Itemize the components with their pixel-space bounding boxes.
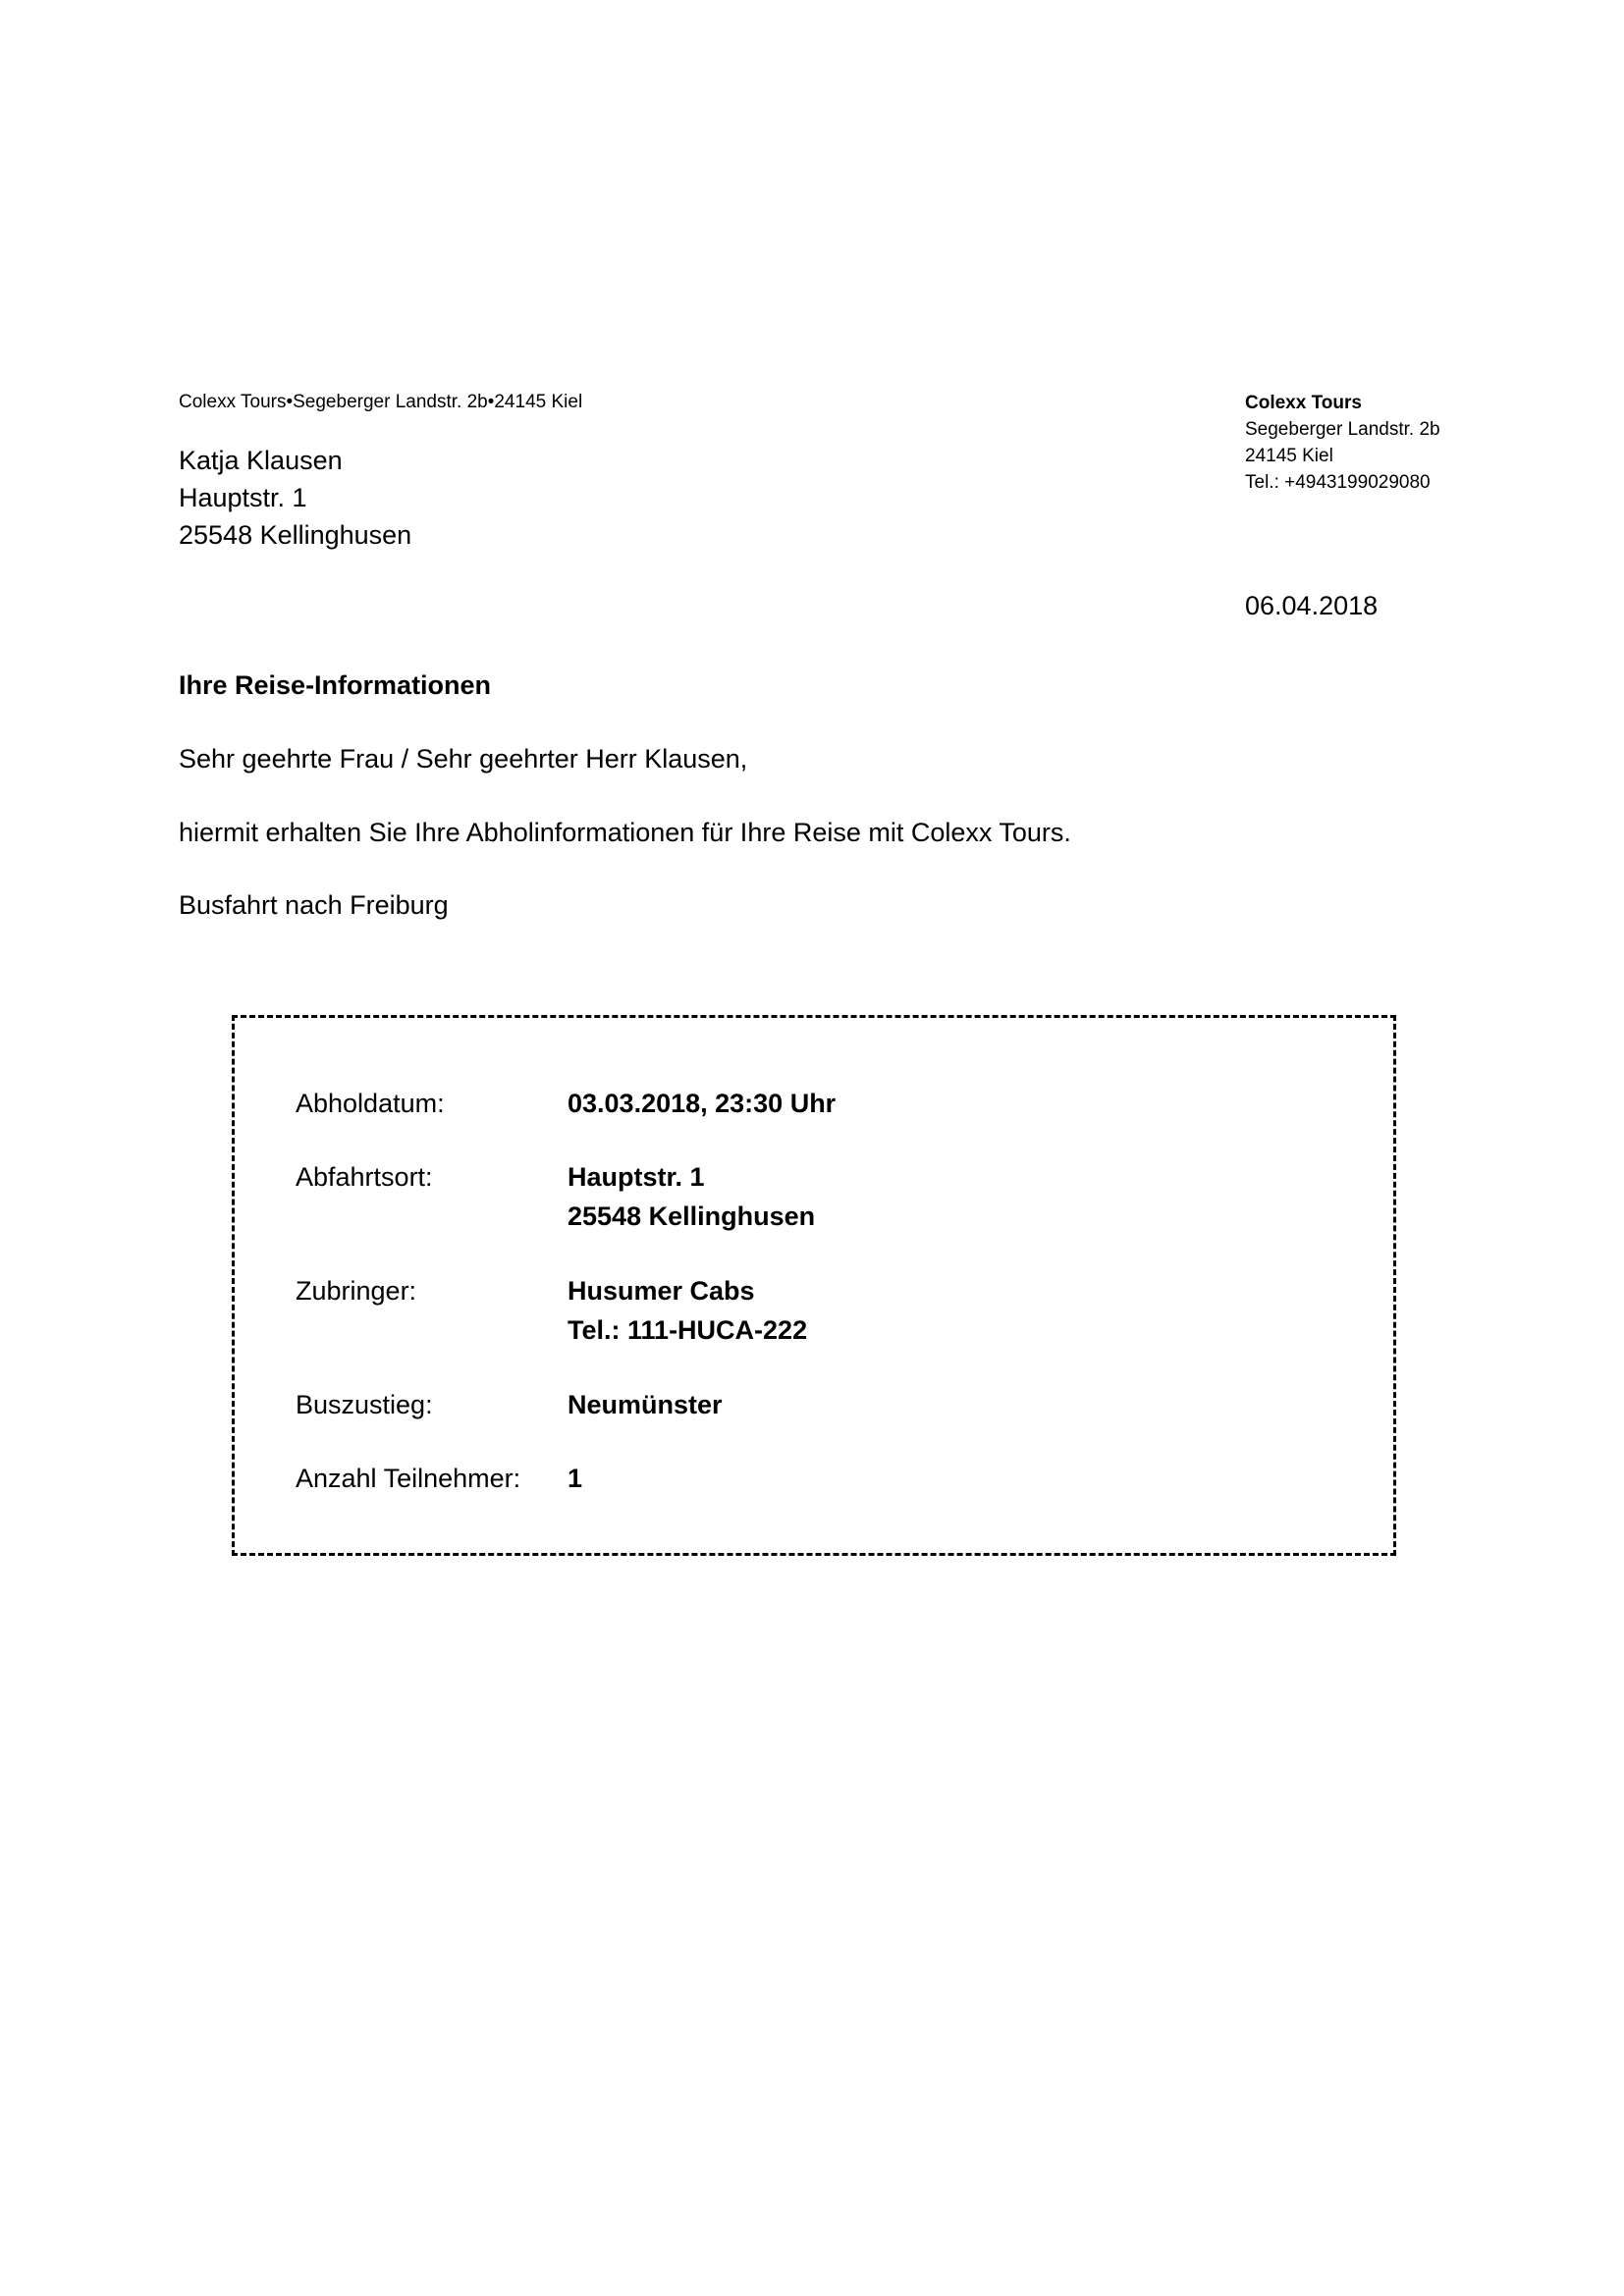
- pickup-date-label: Abholdatum:: [296, 1089, 445, 1118]
- bus-boarding-label: Buszustieg:: [296, 1390, 433, 1419]
- feeder-name: Husumer Cabs: [568, 1276, 755, 1306]
- recipient-street: Hauptstr. 1: [179, 483, 307, 512]
- company-phone: Tel.: +4943199029080: [1245, 472, 1431, 493]
- feeder-value: [568, 1271, 807, 1350]
- recipient-name: Katja Klausen: [179, 446, 343, 475]
- recipient-address: [179, 442, 411, 554]
- departure-place-value: [568, 1157, 815, 1236]
- departure-place-label: Abfahrtsort:: [296, 1162, 433, 1192]
- letter-subject: Ihre Reise-Informationen: [179, 670, 492, 700]
- recipient-city: 25548 Kellinghusen: [179, 520, 412, 550]
- departure-city: 25548 Kellinghusen: [568, 1201, 816, 1231]
- trip-name: Busfahrt nach Freiburg: [179, 890, 449, 920]
- salutation: Sehr geehrte Frau / Sehr geehrter Herr Klausen,: [179, 744, 748, 774]
- sender-return-address: Colexx Tours•Segeberger Landstr. 2b•24145 Kiel: [179, 392, 583, 412]
- participants-value: 1: [568, 1464, 583, 1493]
- letter-date: 06.04.2018: [1245, 591, 1379, 620]
- company-name: Colexx Tours: [1245, 393, 1362, 413]
- intro-text: hiermit erhalten Sie Ihre Abholinformationen für Ihre Reise mit Colexx Tours.: [179, 818, 1071, 847]
- bus-boarding-value: Neumünster: [568, 1390, 723, 1419]
- company-info: [1245, 390, 1440, 496]
- departure-street: Hauptstr. 1: [568, 1162, 705, 1192]
- feeder-label: Zubringer:: [296, 1276, 417, 1306]
- participants-label: Anzahl Teilnehmer:: [296, 1464, 521, 1493]
- pickup-date-value: 03.03.2018, 23:30 Uhr: [568, 1089, 837, 1118]
- feeder-phone: Tel.: 111-HUCA-222: [568, 1315, 808, 1345]
- pickup-info-box: [232, 1015, 1396, 1556]
- company-street: Segeberger Landstr. 2b: [1245, 419, 1440, 440]
- company-city: 24145 Kiel: [1245, 446, 1333, 466]
